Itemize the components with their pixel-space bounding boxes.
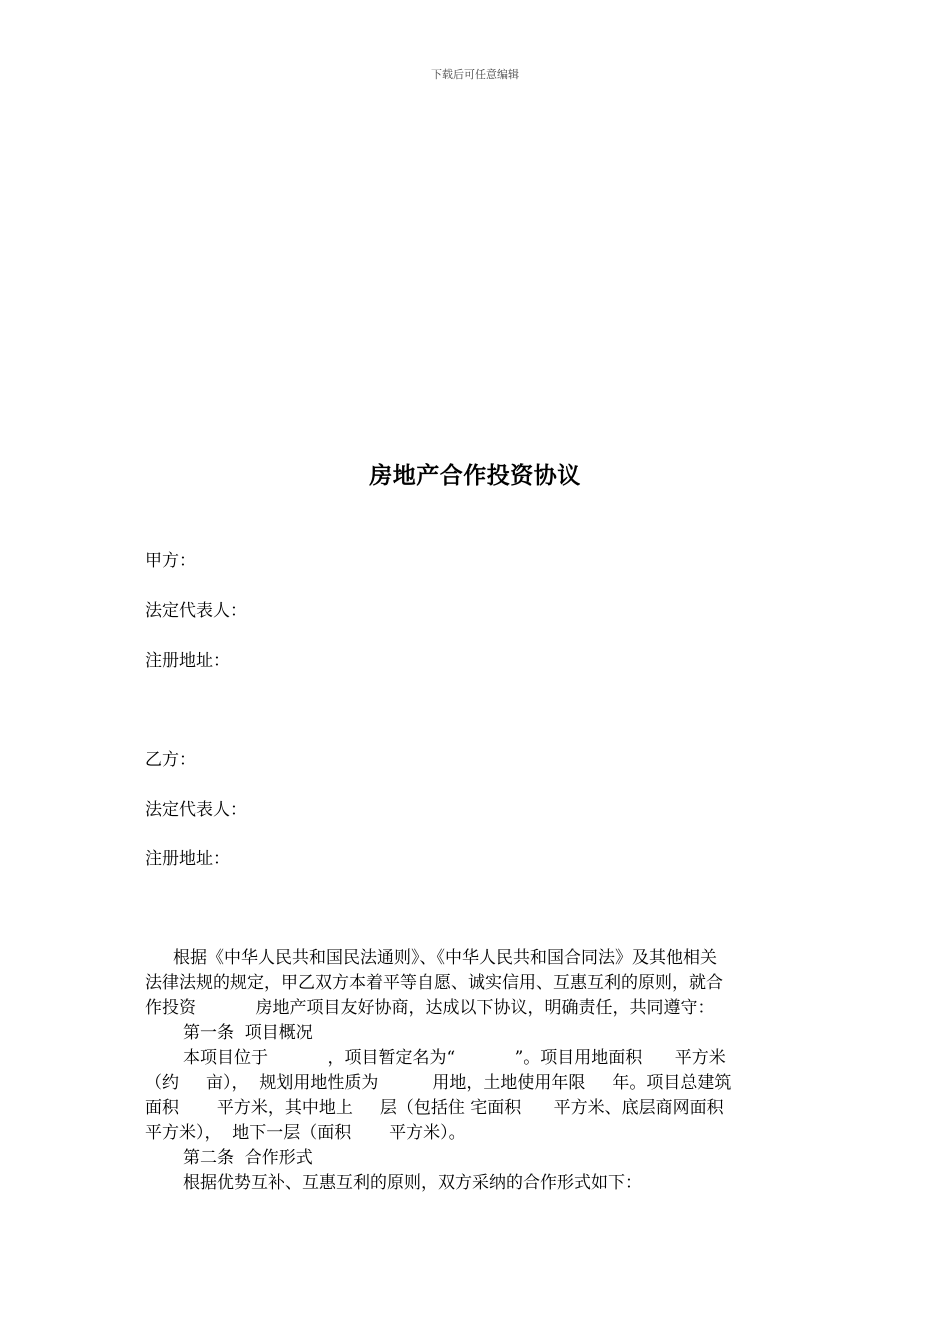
body-line: （约 亩）， 规划用地性质为 用地，土地使用年限 年。项目总建筑 bbox=[145, 1073, 732, 1093]
agreement-body bbox=[145, 946, 805, 1196]
body-line: 根据优势互补、互惠互利的原则，双方采纳的合作形式如下： bbox=[183, 1173, 642, 1193]
body-line: 面积 平方米，其中地上 层（包括住 宅面积 平方米、底层商网面积 bbox=[145, 1098, 724, 1118]
header-note: 下载后可任意编辑 bbox=[431, 68, 519, 81]
body-line: 法律法规的规定，甲乙双方本着平等自愿、诚实信用、互惠互利的原则，就合 bbox=[145, 973, 723, 993]
article-1-heading: 第一条 项目概况 bbox=[183, 1023, 313, 1043]
party-a-name-label: 甲方： bbox=[145, 551, 196, 571]
party-b-address-label: 注册地址： bbox=[145, 849, 230, 869]
body-line: 平方米）， 地下一层（面积 平方米）。 bbox=[145, 1123, 466, 1143]
article-2-heading: 第二条 合作形式 bbox=[183, 1148, 313, 1168]
body-line: 作投资 房地产项目友好协商，达成以下协议，明确责任，共同遵守： bbox=[145, 998, 715, 1018]
body-line: 本项目位于 ，项目暂定名为“ ”。项目用地面积 平方米 bbox=[183, 1048, 726, 1068]
party-a-representative-label: 法定代表人： bbox=[145, 601, 247, 621]
document-title: 房地产合作投资协议 bbox=[369, 462, 581, 489]
party-b-representative-label: 法定代表人： bbox=[145, 800, 247, 820]
party-a-address-label: 注册地址： bbox=[145, 651, 230, 671]
body-line: 根据《中华人民共和国民法通则》、《中华人民共和国合同法》及其他相关 bbox=[173, 948, 717, 968]
party-b-name-label: 乙方： bbox=[145, 750, 196, 770]
